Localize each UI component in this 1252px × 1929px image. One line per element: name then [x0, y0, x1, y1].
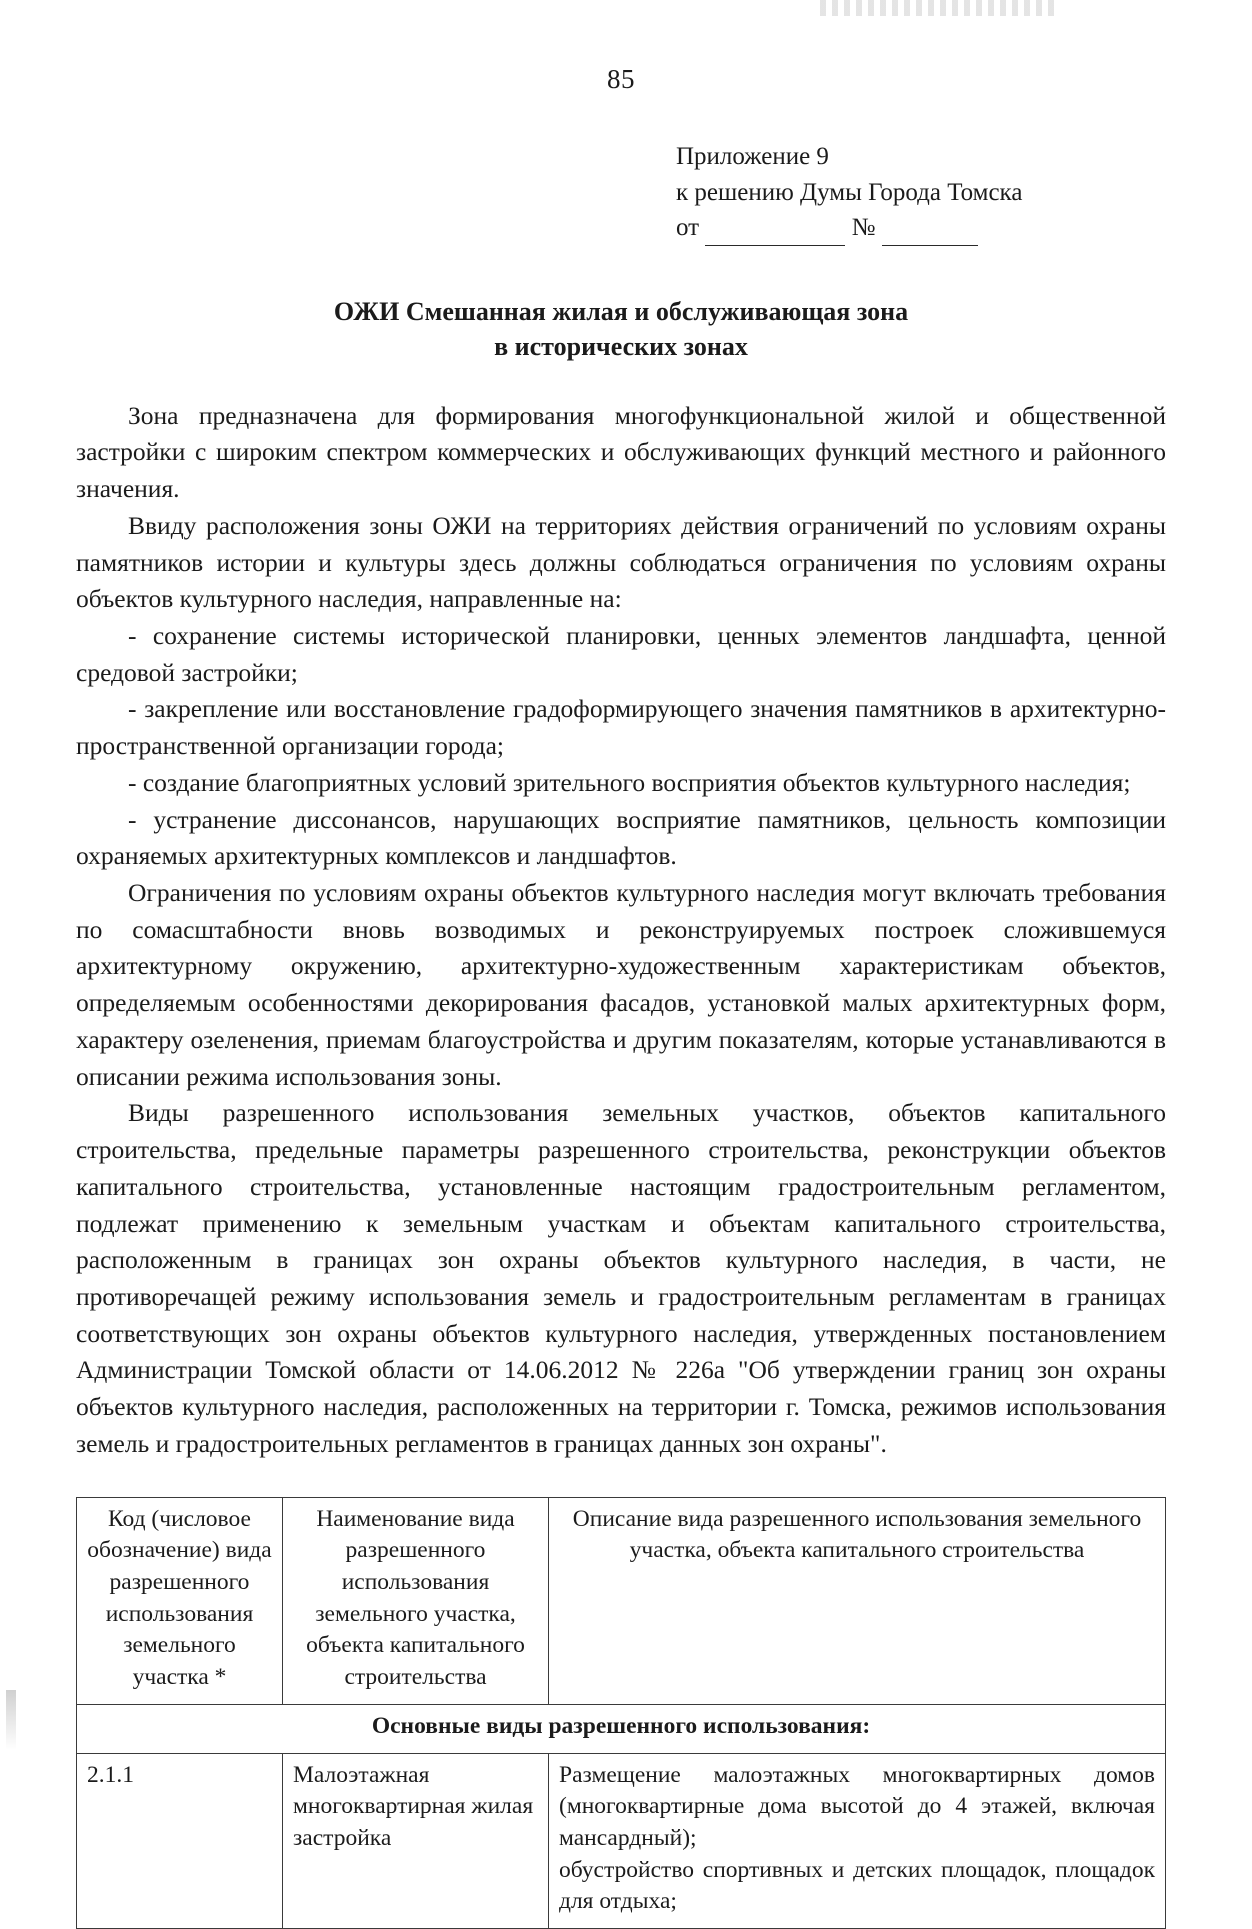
- table-header-code: Код (числовое обозначение) вида разрешенного использования земельного участка *: [77, 1497, 283, 1704]
- paragraph-7: Ограничения по условиям охраны объектов культурного наследия могут включать требования по сомасштабности вновь возводимых и реконструируемых построек сложившемуся архитектурному окружению, архитектурно-художественным характеристикам объектов, определяемым особенностями декорирования фасадов, установкой малых архитектурных форм, характеру озеленения, приемам благоустройства и другим показателям, которые устанавливаются в описании режима использования зоны.: [76, 878, 1166, 1091]
- table-header-row: [77, 1497, 1166, 1704]
- appendix-number-blank: [882, 225, 978, 246]
- table-header-description: Описание вида разрешенного использования земельного участка, объекта капитального строительства: [549, 1497, 1166, 1704]
- page-title: [76, 294, 1166, 364]
- appendix-line-3: [676, 210, 1166, 246]
- page-number: 85: [607, 64, 635, 94]
- paragraph-4: - закрепление или восстановление градоформирующего значения памятников в архитектурно-пространственной организации города;: [76, 694, 1166, 761]
- table-cell-name: Малоэтажная многоквартирная жилая застройка: [283, 1753, 549, 1929]
- appendix-from-label: от: [676, 214, 700, 241]
- paragraph-3: - сохранение системы исторической планировки, ценных элементов ландшафта, ценной средовой застройки;: [76, 621, 1166, 687]
- appendix-date-blank: [705, 225, 845, 246]
- paragraph-1: Зона предназначена для формирования многофункциональной жилой и общественной застройки с широким спектром коммерческих и обслуживающих функций местного и районного значения.: [76, 400, 1166, 504]
- table-header-name: Наименование вида разрешенного использования земельного участка, объекта капитального строительства: [283, 1497, 549, 1704]
- appendix-line-2: к решению Думы Города Томска: [676, 178, 1023, 206]
- table-cell-description-line-2: обустройство спортивных и детских площадок, площадок для отдыха;: [559, 1856, 1155, 1915]
- table-section-row: [77, 1704, 1166, 1753]
- page-title-line-2: в исторических зонах: [494, 331, 748, 361]
- permitted-use-table: [76, 1497, 1166, 1929]
- paragraph-2: Ввиду расположения зоны ОЖИ на территориях действия ограничений по условиям охраны памятников истории и культуры здесь должны соблюдаться ограничения по условиям охраны объектов культурного наследия, направленные на:: [76, 510, 1166, 614]
- table-cell-code: 2.1.1: [77, 1753, 283, 1929]
- page-title-line-1: ОЖИ Смешанная жилая и обслуживающая зона: [333, 296, 909, 326]
- appendix-number-label: №: [851, 214, 876, 241]
- table-cell-description: [549, 1753, 1166, 1929]
- table-cell-description-line-1: Размещение малоэтажных многоквартирных домов (многоквартирные дома высотой до 4 этажей, включая мансардный);: [559, 1761, 1155, 1851]
- appendix-line-1: Приложение 9: [676, 143, 829, 170]
- scan-artifact-left: [6, 1690, 16, 1750]
- paragraph-5: - создание благоприятных условий зрительного восприятия объектов культурного наследия;: [128, 767, 1131, 797]
- page-content: [76, 64, 1166, 1929]
- paragraph-6: - устранение диссонансов, нарушающих восприятие памятников, цельность композиции охраняемых архитектурных комплексов и ландшафтов.: [76, 804, 1166, 871]
- table-row: [77, 1753, 1166, 1929]
- body-text: [76, 398, 1166, 1463]
- appendix-block: [676, 139, 1166, 246]
- table-section-title: Основные виды разрешенного использования:: [77, 1704, 1166, 1753]
- scan-artifact-top: [820, 0, 1060, 16]
- paragraph-8: Виды разрешенного использования земельных участков, объектов капитального строительства, предельные параметры разрешенного строительства, реконструкции объектов капитального строительства, установленные настоящим градостроительным регламентом, подлежат применению к земельным участкам и объектам капитального строительства, расположенным в границах зон охраны объектов культурного наследия, в части, не противоречащей режиму использования земель и градостроительным регламентам в границах соответствующих зон охраны объектов культурного наследия, утвержденных постановлением Администрации Томской области от 14.06.2012 № 226а "Об утверждении границ зон охраны объектов культурного наследия, расположенных на территории г. Томска, режимов использования земель и градостроительных регламентов в границах данных зон охраны".: [76, 1098, 1166, 1458]
